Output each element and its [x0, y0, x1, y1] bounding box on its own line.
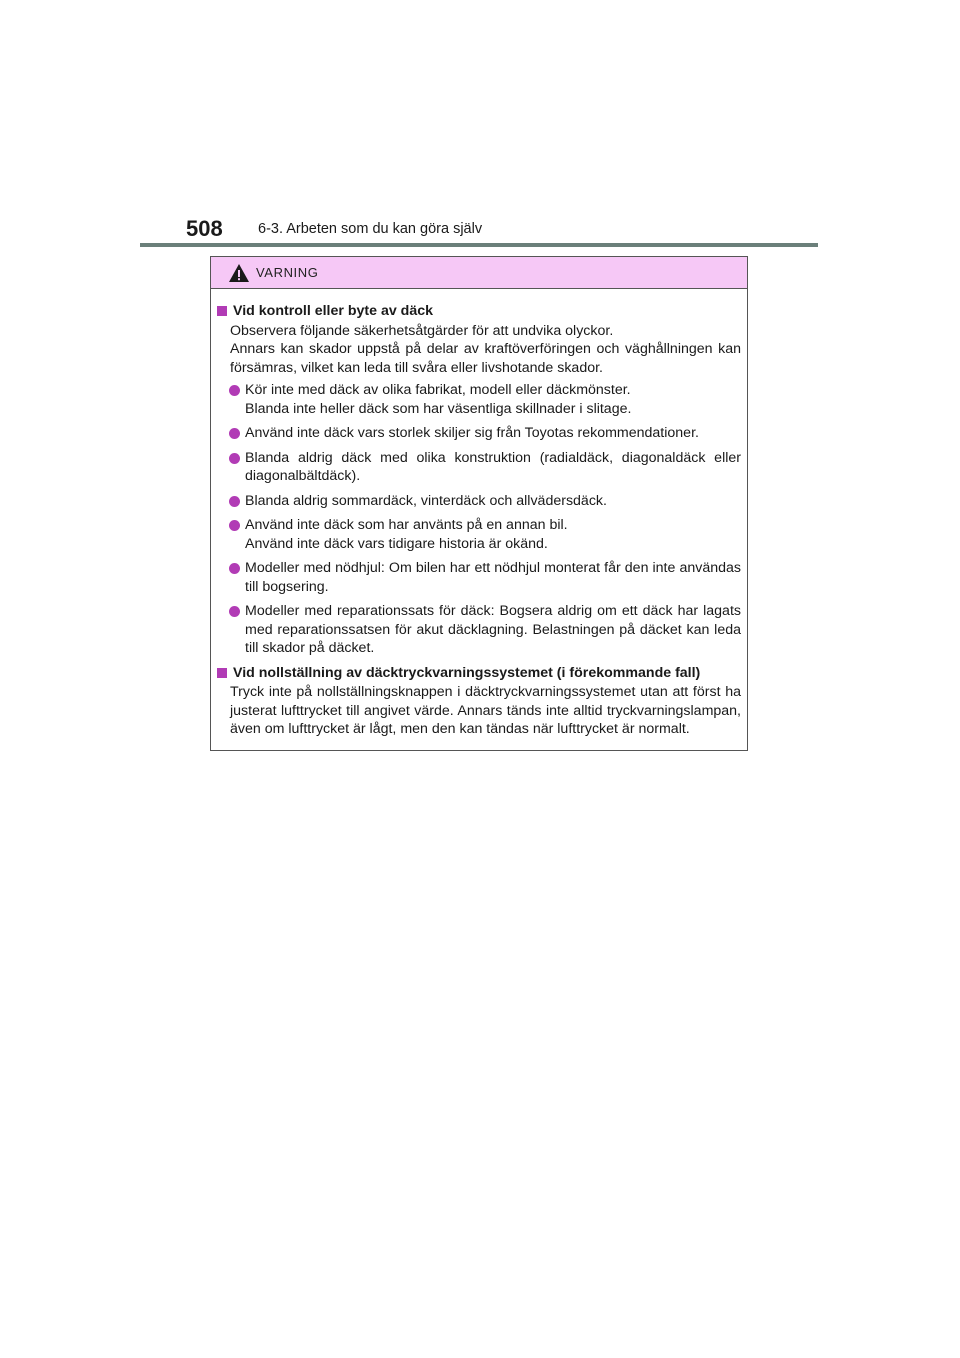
bullet-line: Använd inte däck vars storlek skiljer sig från Toyotas rekommendationer. — [245, 425, 699, 441]
bullet-line: Modeller med nödhjul: Om bilen har ett nödhjul monterat får den inte användas till bogsering. — [245, 560, 741, 595]
square-bullet-icon — [217, 306, 227, 316]
intro-line: Observera följande säkerhetsåtgärder för att undvika olyckor. — [230, 322, 614, 339]
bullet-text — [245, 516, 741, 553]
page-header — [0, 0, 960, 250]
bullet-text — [245, 449, 741, 486]
section-heading — [217, 302, 741, 321]
bullet-item — [217, 559, 741, 596]
section-heading-text: Vid nollställning av däcktryckvarningssystemet (i förekommande fall) — [233, 664, 701, 681]
warning-header — [211, 257, 747, 289]
intro-line: Tryck inte på nollställningsknappen i däcktryckvarningssystemet utan att först ha justerat lufttrycket till angivet värde. Annars tänds inte alltid tryckvarningslampan, även om lufttrycket är lågt, men den kan tändas när lufttrycket är normalt. — [230, 684, 741, 737]
bullet-text — [245, 602, 741, 658]
section-heading-text: Vid kontroll eller byte av däck — [233, 303, 434, 319]
bullet-item — [217, 492, 741, 511]
section-intro — [217, 683, 741, 739]
bullet-text — [245, 559, 741, 596]
section-title: 6-3. Arbeten som du kan göra själv — [258, 221, 483, 237]
bullet-item — [217, 602, 741, 658]
bullet-line: Använd inte däck vars tidigare historia är okänd. — [245, 535, 548, 552]
bullet-line: Använd inte däck som har använts på en annan bil. — [245, 517, 568, 533]
warning-title: VARNING — [256, 265, 319, 280]
warning-section — [217, 302, 741, 658]
bullet-text — [245, 381, 741, 418]
warning-triangle-icon — [228, 263, 250, 283]
warning-body — [211, 289, 747, 739]
bullet-text — [245, 492, 741, 511]
round-bullet-icon — [229, 520, 240, 531]
round-bullet-icon — [229, 385, 240, 396]
section-heading — [217, 664, 741, 683]
bullet-item — [217, 424, 741, 443]
warning-section — [217, 664, 741, 739]
warning-box — [210, 256, 748, 751]
section-intro — [217, 322, 741, 378]
page-number: 508 — [186, 216, 223, 241]
bullet-item — [217, 516, 741, 553]
bullet-line: Modeller med reparationssats för däck: Bogsera aldrig om ett däck har lagats med reparationssatsen för akut däcklagning. Belastningen på däcket kan leda till skador på däcket. — [245, 603, 741, 656]
bullet-list — [217, 381, 741, 658]
bullet-text — [245, 424, 741, 443]
header-divider — [140, 243, 818, 247]
bullet-line: Blanda aldrig sommardäck, vinterdäck och allvädersdäck. — [245, 492, 607, 509]
bullet-line: Blanda aldrig däck med olika konstruktion (radialdäck, diagonaldäck eller diagonalbältdäck). — [245, 449, 741, 484]
round-bullet-icon — [229, 563, 240, 574]
bullet-line: Blanda inte heller däck som har väsentliga skillnader i slitage. — [245, 400, 632, 417]
round-bullet-icon — [229, 453, 240, 464]
square-bullet-icon — [217, 668, 227, 678]
bullet-item — [217, 449, 741, 486]
round-bullet-icon — [229, 606, 240, 617]
intro-line: Annars kan skador uppstå på delar av kraftöverföringen och väghållningen kan försämras, vilket kan leda till svåra eller livshotande skador. — [230, 341, 741, 376]
round-bullet-icon — [229, 496, 240, 507]
bullet-item — [217, 381, 741, 418]
round-bullet-icon — [229, 428, 240, 439]
bullet-line: Kör inte med däck av olika fabrikat, modell eller däckmönster. — [245, 382, 631, 398]
